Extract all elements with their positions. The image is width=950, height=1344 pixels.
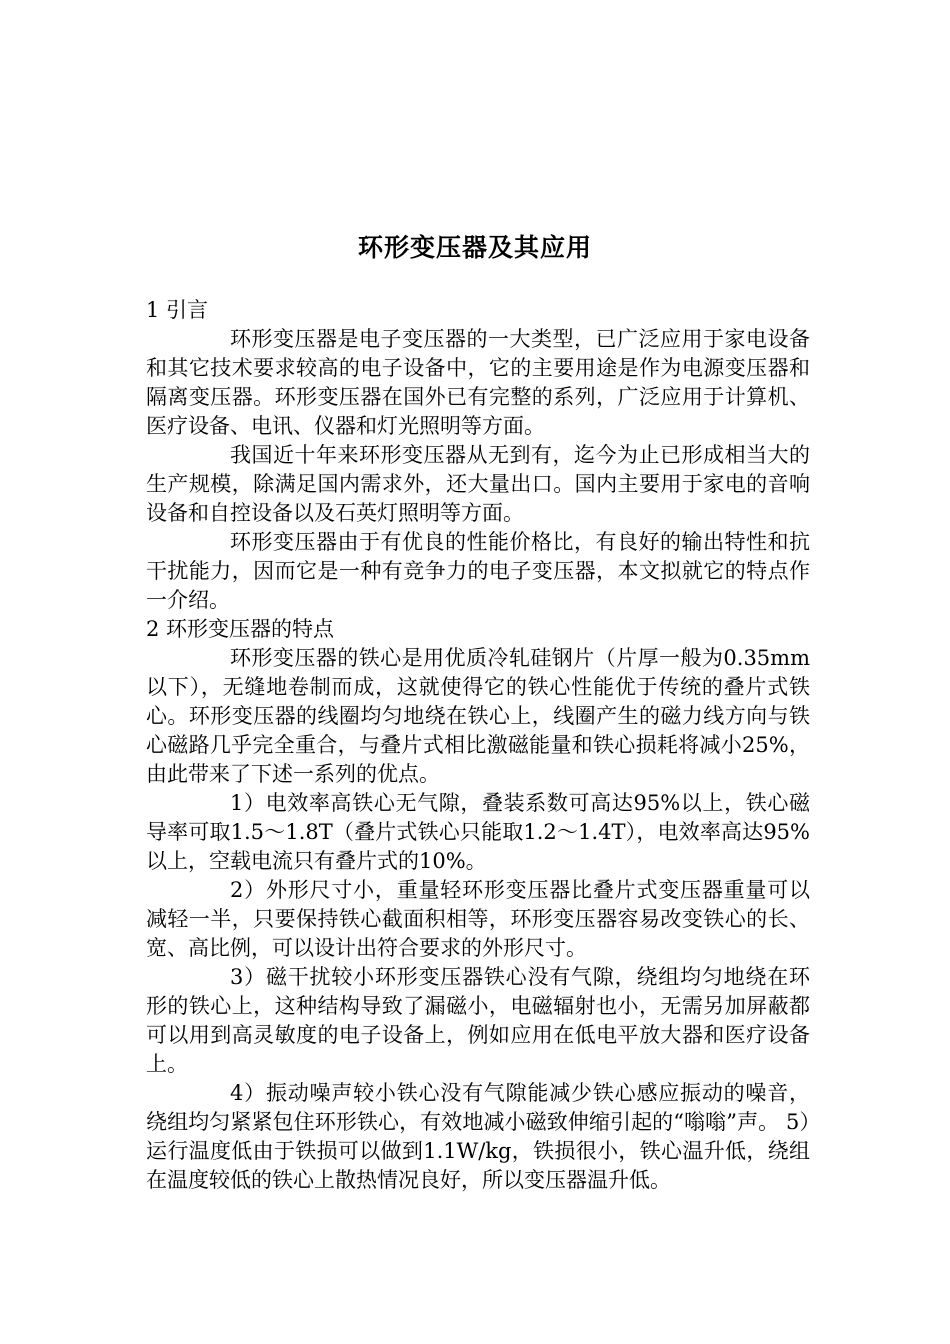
document-body: [146, 296, 810, 1195]
features-paragraph-core: 环形变压器的铁心是用优质冷轧硅钢片（片厚一般为0.35mm以下），无缝地卷制而成，这就使得它的铁心性能优于传统的叠片式铁心。环形变压器的线圈均匀地绕在铁心上，线圈产生的磁力线方向与铁心磁路几乎完全重合，与叠片式相比激磁能量和铁心损耗将减小25%，由此带来了下述一系列的优点。: [146, 646, 810, 786]
features-item-size-weight: 2）外形尺寸小，重量轻环形变压器比叠片式变压器重量可以减轻一半，只要保持铁心截面积相等，环形变压器容易改变铁心的长、宽、高比例，可以设计出符合要求的外形尺寸。: [146, 878, 810, 960]
features-item-magnetic-interference: 3）磁干扰较小环形变压器铁心没有气隙，绕组均匀地绕在环形的铁心上，这种结构导致了漏磁小，电磁辐射也小，无需另加屏蔽都可以用到高灵敏度的电子设备上，例如应用在低电平放大器和医疗设备上。: [146, 965, 810, 1076]
document-title: 环形变压器及其应用: [357, 233, 592, 262]
intro-paragraph-3: 环形变压器由于有优良的性能价格比，有良好的输出特性和抗干扰能力，因而它是一种有竞争力的电子变压器，本文拟就它的特点作一介绍。: [146, 530, 810, 612]
features-item-noise-temperature: 4）振动噪声较小铁心没有气隙能减少铁心感应振动的噪音，绕组均匀紧紧包住环形铁心，有效地减小磁致伸缩引起的“嗡嗡”声。 5）运行温度低由于铁损可以做到1.1W/kg，铁损很小，铁心温升低，绕组在温度较低的铁心上散热情况良好，所以变压器温升低。: [146, 1081, 810, 1192]
features-item-efficiency: 1）电效率高铁心无气隙，叠装系数可高达95%以上，铁心磁导率可取1.5～1.8T（叠片式铁心只能取1.2～1.4T），电效率高达95%以上，空载电流只有叠片式的10%。: [146, 791, 810, 873]
intro-paragraph-1: 环形变压器是电子变压器的一大类型，已广泛应用于家电设备和其它技术要求较高的电子设备中，它的主要用途是作为电源变压器和隔离变压器。环形变压器在国外已有完整的系列，广泛应用于计算机、医疗设备、电讯、仪器和灯光照明等方面。: [146, 327, 810, 438]
section-heading-features: 2 环形变压器的特点: [146, 617, 335, 641]
section-heading-introduction: 1 引言: [146, 298, 209, 322]
intro-paragraph-2: 我国近十年来环形变压器从无到有，迄今为止已形成相当大的生产规模，除满足国内需求外，还大量出口。国内主要用于家电的音响设备和自控设备以及石英灯照明等方面。: [146, 443, 810, 525]
